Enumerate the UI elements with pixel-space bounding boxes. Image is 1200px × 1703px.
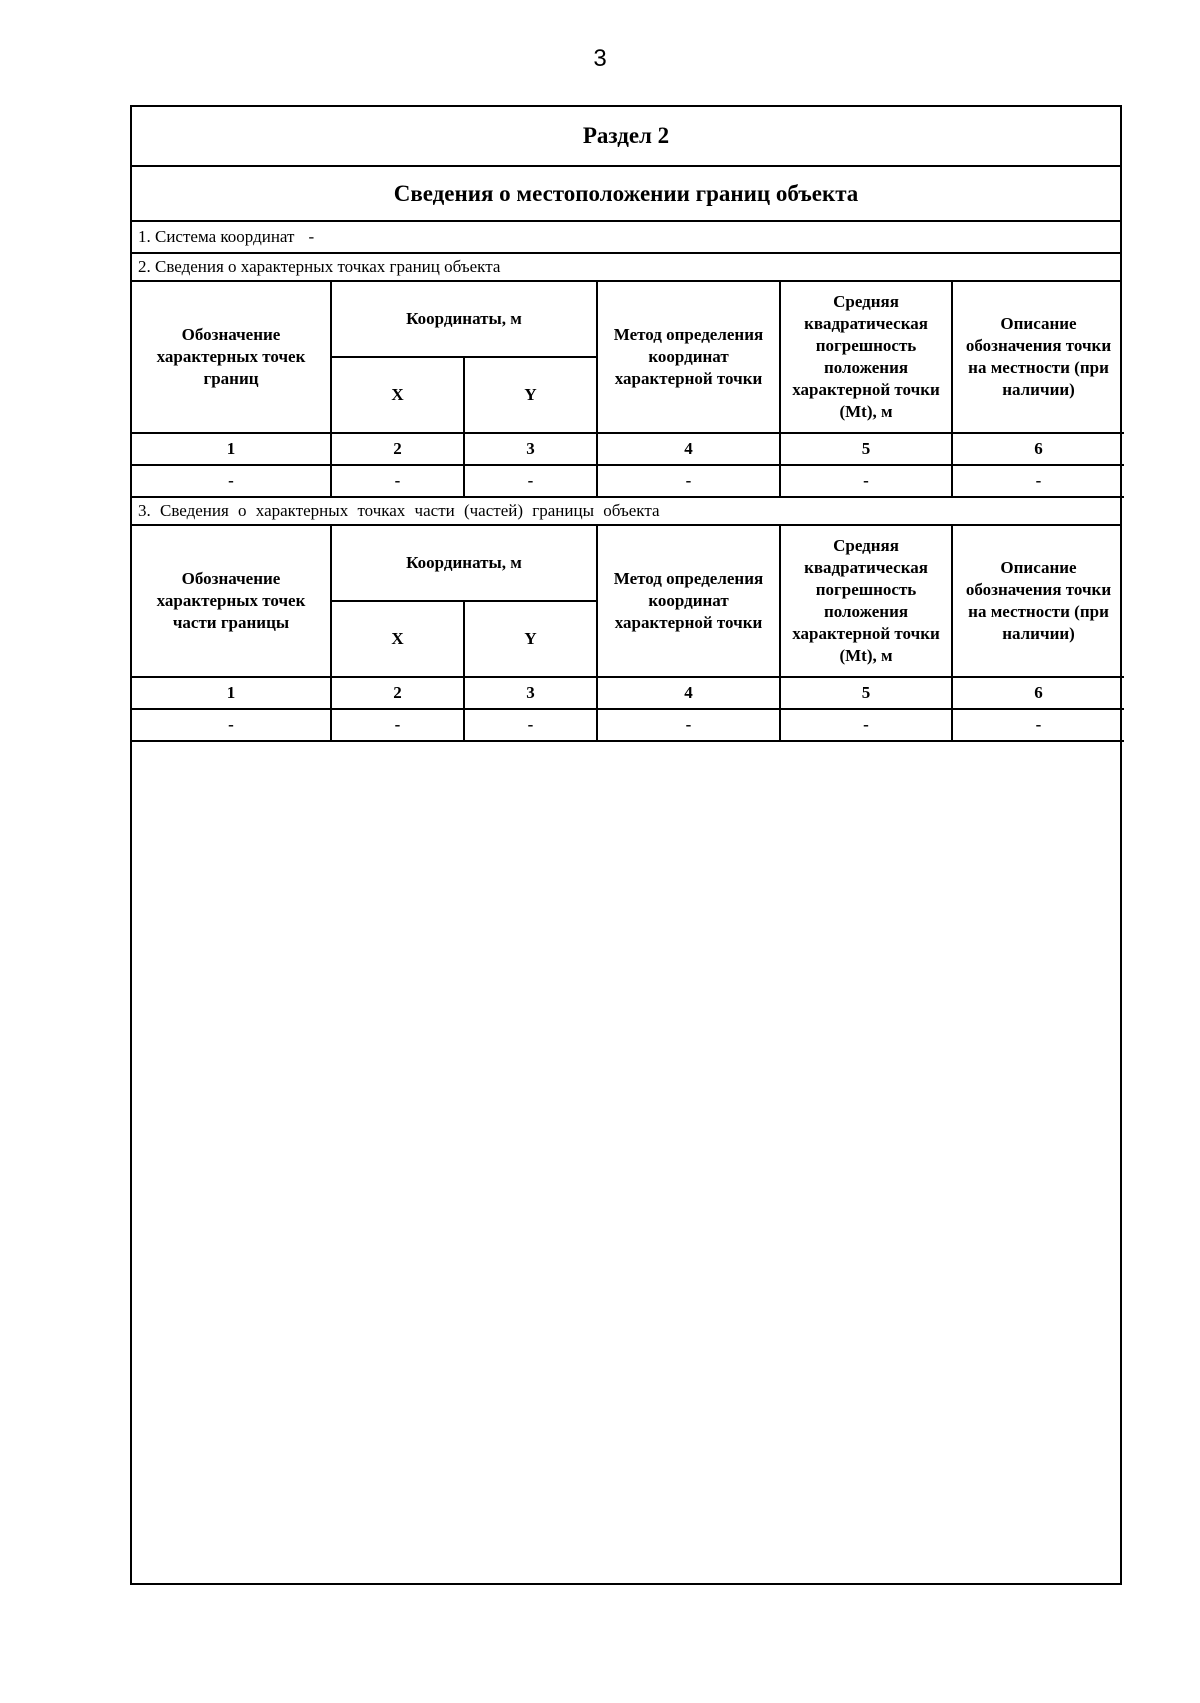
table-cell: - bbox=[952, 709, 1124, 741]
column-number: 3 bbox=[464, 433, 597, 465]
column-numbers-row bbox=[132, 677, 1124, 709]
column-number: 6 bbox=[952, 677, 1124, 709]
table-cell: - bbox=[952, 465, 1124, 497]
column-number: 5 bbox=[780, 433, 952, 465]
boundary-points-table bbox=[132, 282, 1124, 498]
table-cell: - bbox=[331, 709, 464, 741]
section-frame bbox=[130, 105, 1122, 1585]
table-row bbox=[132, 709, 1124, 741]
column-number: 2 bbox=[331, 433, 464, 465]
section-title: Раздел 2 bbox=[132, 107, 1120, 167]
col-header-x: X bbox=[331, 601, 464, 677]
col-header-coordinates: Координаты, м bbox=[331, 282, 597, 357]
table-cell: - bbox=[132, 465, 331, 497]
table-cell: - bbox=[464, 465, 597, 497]
column-number: 2 bbox=[331, 677, 464, 709]
column-number: 6 bbox=[952, 433, 1124, 465]
column-number: 5 bbox=[780, 677, 952, 709]
table2-caption: 3. Сведения о характерных точках части (частей) границы объекта bbox=[132, 498, 1120, 526]
table-cell: - bbox=[331, 465, 464, 497]
col-header-x: X bbox=[331, 357, 464, 433]
table-cell: - bbox=[780, 709, 952, 741]
coord-system-label: 1. Система координат bbox=[138, 227, 295, 246]
column-number: 4 bbox=[597, 677, 780, 709]
col-header-point-designation: Обозначение характерных точек части границы bbox=[132, 526, 331, 677]
col-header-mean-error: Средняя квадратическая погрешность положения характерной точки (Mt), м bbox=[780, 526, 952, 677]
coord-system-line bbox=[132, 222, 1120, 254]
col-header-method: Метод определения координат характерной точки bbox=[597, 282, 780, 433]
table-cell: - bbox=[464, 709, 597, 741]
col-header-point-designation: Обозначение характерных точек границ bbox=[132, 282, 331, 433]
page-number: 3 bbox=[593, 45, 607, 72]
col-header-y: Y bbox=[464, 357, 597, 433]
col-header-y: Y bbox=[464, 601, 597, 677]
column-number: 4 bbox=[597, 433, 780, 465]
col-header-description: Описание обозначения точки на местности (при наличии) bbox=[952, 526, 1124, 677]
table-row bbox=[132, 465, 1124, 497]
section-subtitle: Сведения о местоположении границ объекта bbox=[132, 167, 1120, 222]
col-header-mean-error: Средняя квадратическая погрешность положения характерной точки (Mt), м bbox=[780, 282, 952, 433]
table-cell: - bbox=[597, 465, 780, 497]
table-cell: - bbox=[597, 709, 780, 741]
coord-system-value: - bbox=[308, 227, 315, 246]
col-header-description: Описание обозначения точки на местности (при наличии) bbox=[952, 282, 1124, 433]
column-number: 1 bbox=[132, 677, 331, 709]
col-header-coordinates: Координаты, м bbox=[331, 526, 597, 601]
column-numbers-row bbox=[132, 433, 1124, 465]
table-cell: - bbox=[780, 465, 952, 497]
col-header-method: Метод определения координат характерной точки bbox=[597, 526, 780, 677]
column-number: 3 bbox=[464, 677, 597, 709]
boundary-part-points-table bbox=[132, 526, 1124, 742]
table1-caption: 2. Сведения о характерных точках границ объекта bbox=[132, 254, 1120, 282]
column-number: 1 bbox=[132, 433, 331, 465]
table-cell: - bbox=[132, 709, 331, 741]
